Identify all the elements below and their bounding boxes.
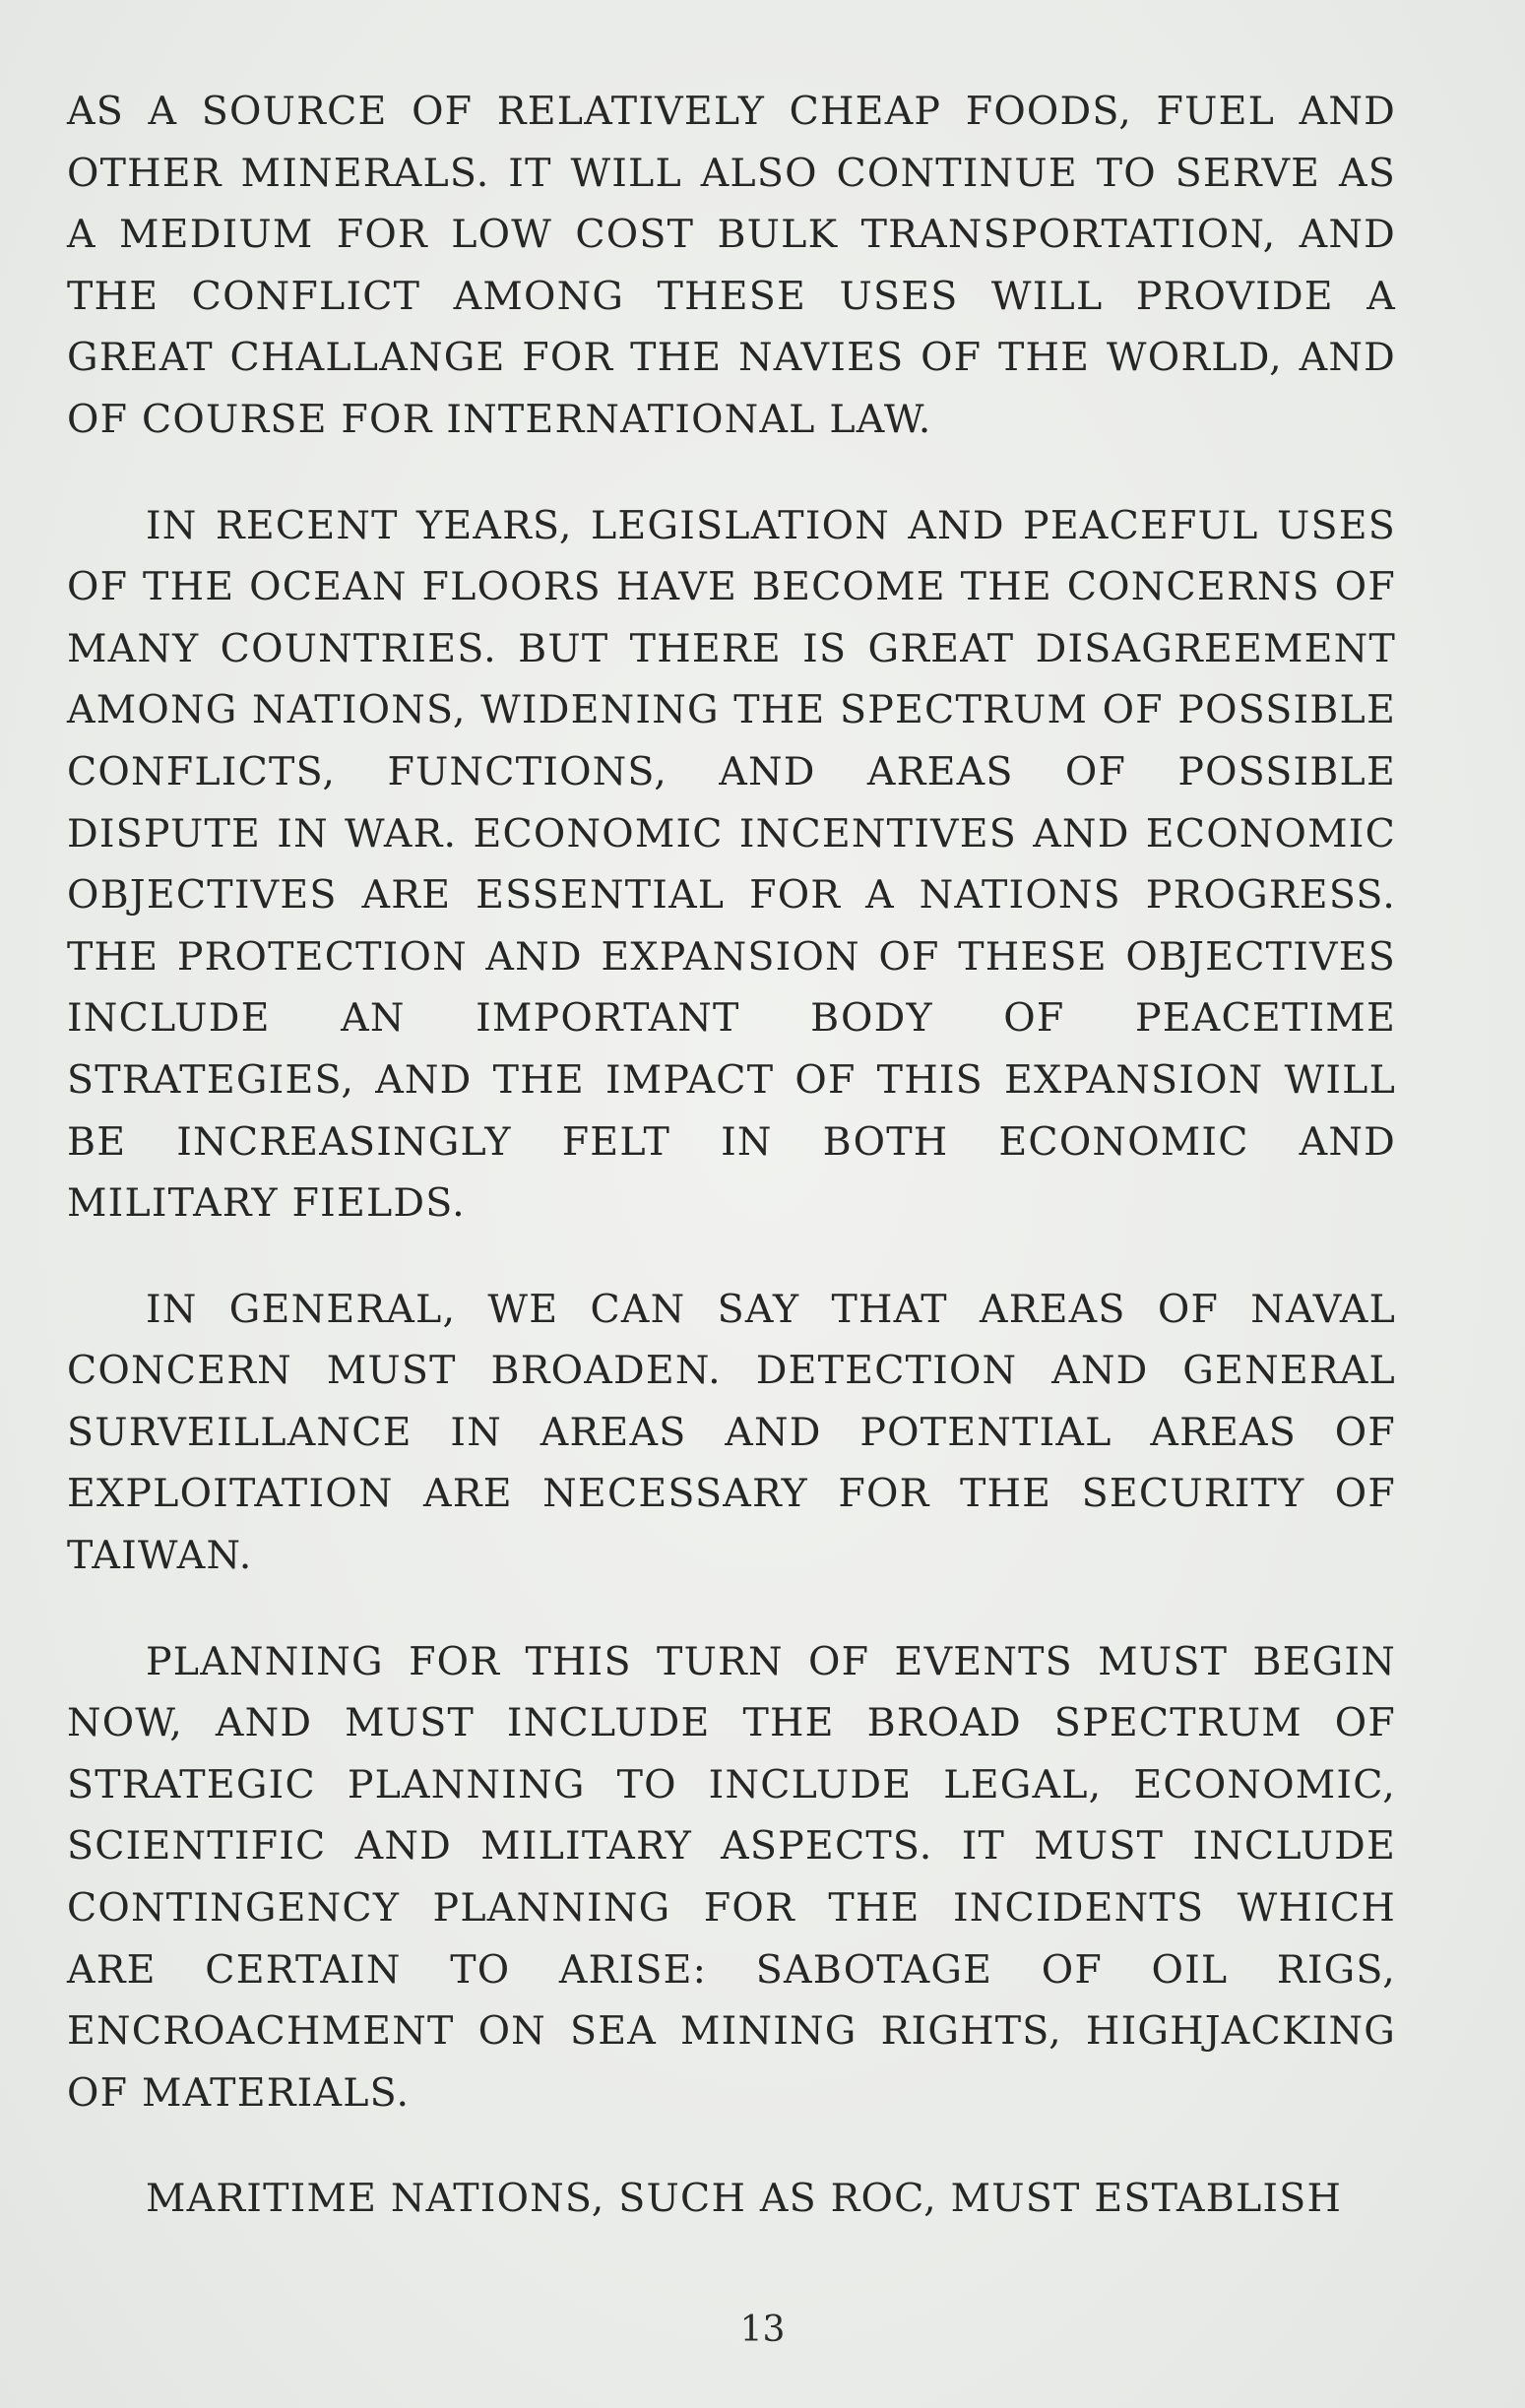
- paragraph-gap: [67, 451, 1396, 495]
- paragraph-gap: [67, 1235, 1396, 1279]
- paragraph-1: AS A SOURCE OF RELATIVELY CHEAP FOODS, FUEL AND OTHER MINERALS. IT WILL ALSO CONTINUE TO SERVE AS A MEDIUM FOR LOW COST BULK TRANSPORTATION, AND THE CONFLICT AMONG THESE USES WILL PROVIDE A GREAT CHALLANGE FOR THE NAVIES OF THE WORLD, AND OF COURSE FOR INTERNATIONAL LAW.: [67, 89, 1396, 442]
- page-number: 13: [739, 2310, 786, 2350]
- paragraph-2: IN RECENT YEARS, LEGISLATION AND PEACEFUL USES OF THE OCEAN FLOORS HAVE BECOME THE CONCERNS OF MANY COUNTRIES. BUT THERE IS GREAT DISAGREEMENT AMONG NATIONS, WIDENING THE SPECTRUM OF POSSIBLE CONFLICTS, FUNCTIONS, AND AREAS OF POSSIBLE DISPUTE IN WAR. ECONOMIC INCENTIVES AND ECONOMIC OBJECTIVES ARE ESSENTIAL FOR A NATIONS PROGRESS. THE PROTECTION AND EXPANSION OF THESE OBJECTIVES INCLUDE AN IMPORTANT BODY OF PEACETIME STRATEGIES, AND THE IMPACT OF THIS EXPANSION WILL BE INCREASINGLY FELT IN BOTH ECONOMIC AND MILITARY FIELDS.: [67, 502, 1396, 1227]
- paragraph-gap: [67, 1587, 1396, 1631]
- paragraph-3: IN GENERAL, WE CAN SAY THAT AREAS OF NAVAL CONCERN MUST BROADEN. DETECTION AND GENERAL SURVEILLANCE IN AREAS AND POTENTIAL AREAS OF EXPLOITATION ARE NECESSARY FOR THE SECURITY OF TAIWAN.: [67, 1286, 1396, 1579]
- paragraph-gap: [67, 2123, 1396, 2168]
- paragraph-4: PLANNING FOR THIS TURN OF EVENTS MUST BEGIN NOW, AND MUST INCLUDE THE BROAD SPECTRUM OF STRATEGIC PLANNING TO INCLUDE LEGAL, ECONOMIC, SCIENTIFIC AND MILITARY ASPECTS. IT MUST INCLUDE CONTINGENCY PLANNING FOR THE INCIDENTS WHICH ARE CERTAIN TO ARISE: SABOTAGE OF OIL RIGS, ENCROACHMENT ON SEA MINING RIGHTS, HIGHJACKING OF MATERIALS.: [67, 1638, 1396, 2116]
- paragraph-5: MARITIME NATIONS, SUCH AS ROC, MUST ESTABLISH: [146, 2176, 1343, 2222]
- body-text: [67, 81, 1396, 2230]
